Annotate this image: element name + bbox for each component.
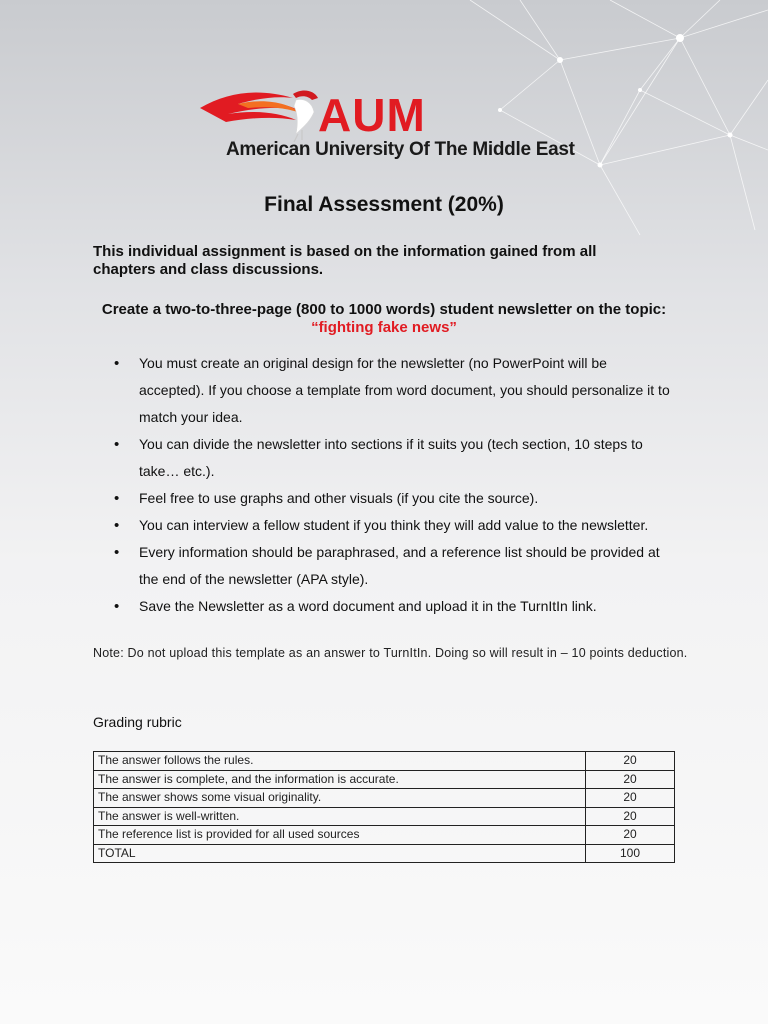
list-item: • You must create an original design for the newsletter (no PowerPoint will be accepted). If you choose a template from word document, you should personalize it to match your idea. <box>112 350 672 431</box>
instructions-list <box>112 350 672 620</box>
task-text: Create a two-to-three-page (800 to 1000 words) student newsletter on the topic: <box>101 301 667 318</box>
list-item: • Save the Newsletter as a word document and upload it in the TurnItIn link. <box>112 593 672 620</box>
rubric-points: 20 <box>586 807 675 826</box>
rubric-points: 20 <box>586 789 675 808</box>
list-item: • Every information should be paraphrased, and a reference list should be provided at the end of the newsletter (APA style). <box>112 539 672 593</box>
rubric-criterion: TOTAL <box>94 844 586 863</box>
rubric-points: 20 <box>586 752 675 771</box>
rubric-points: 100 <box>586 844 675 863</box>
list-item: • Feel free to use graphs and other visuals (if you cite the source). <box>112 485 672 512</box>
table-row <box>94 826 675 845</box>
task-topic: “fighting fake news” <box>311 319 457 336</box>
table-row <box>94 752 675 771</box>
grading-rubric-table <box>93 751 675 863</box>
table-row <box>94 770 675 789</box>
upload-note: Note: Do not upload this template as an answer to TurnItIn. Doing so will result in – 10 points deduction. <box>93 646 688 660</box>
table-row <box>94 789 675 808</box>
table-row <box>94 844 675 863</box>
rubric-criterion: The answer follows the rules. <box>94 752 586 771</box>
university-name: American University Of The Middle East <box>226 139 575 160</box>
rubric-criterion: The answer shows some visual originality. <box>94 789 586 808</box>
rubric-criterion: The reference list is provided for all used sources <box>94 826 586 845</box>
intro-paragraph: This individual assignment is based on the information gained from all chapters and class discussions. <box>93 243 597 278</box>
table-row <box>94 807 675 826</box>
rubric-criterion: The answer is complete, and the information is accurate. <box>94 770 586 789</box>
list-item: • You can divide the newsletter into sections if it suits you (tech section, 10 steps to take… etc.). <box>112 431 672 485</box>
rubric-points: 20 <box>586 826 675 845</box>
task-statement <box>100 301 668 337</box>
rubric-criterion: The answer is well-written. <box>94 807 586 826</box>
aum-logo-text: AUM <box>318 89 426 141</box>
rubric-heading: Grading rubric <box>93 714 182 730</box>
page-title: Final Assessment (20%) <box>264 193 504 216</box>
rubric-points: 20 <box>586 770 675 789</box>
list-item: • You can interview a fellow student if you think they will add value to the newsletter. <box>112 512 672 539</box>
